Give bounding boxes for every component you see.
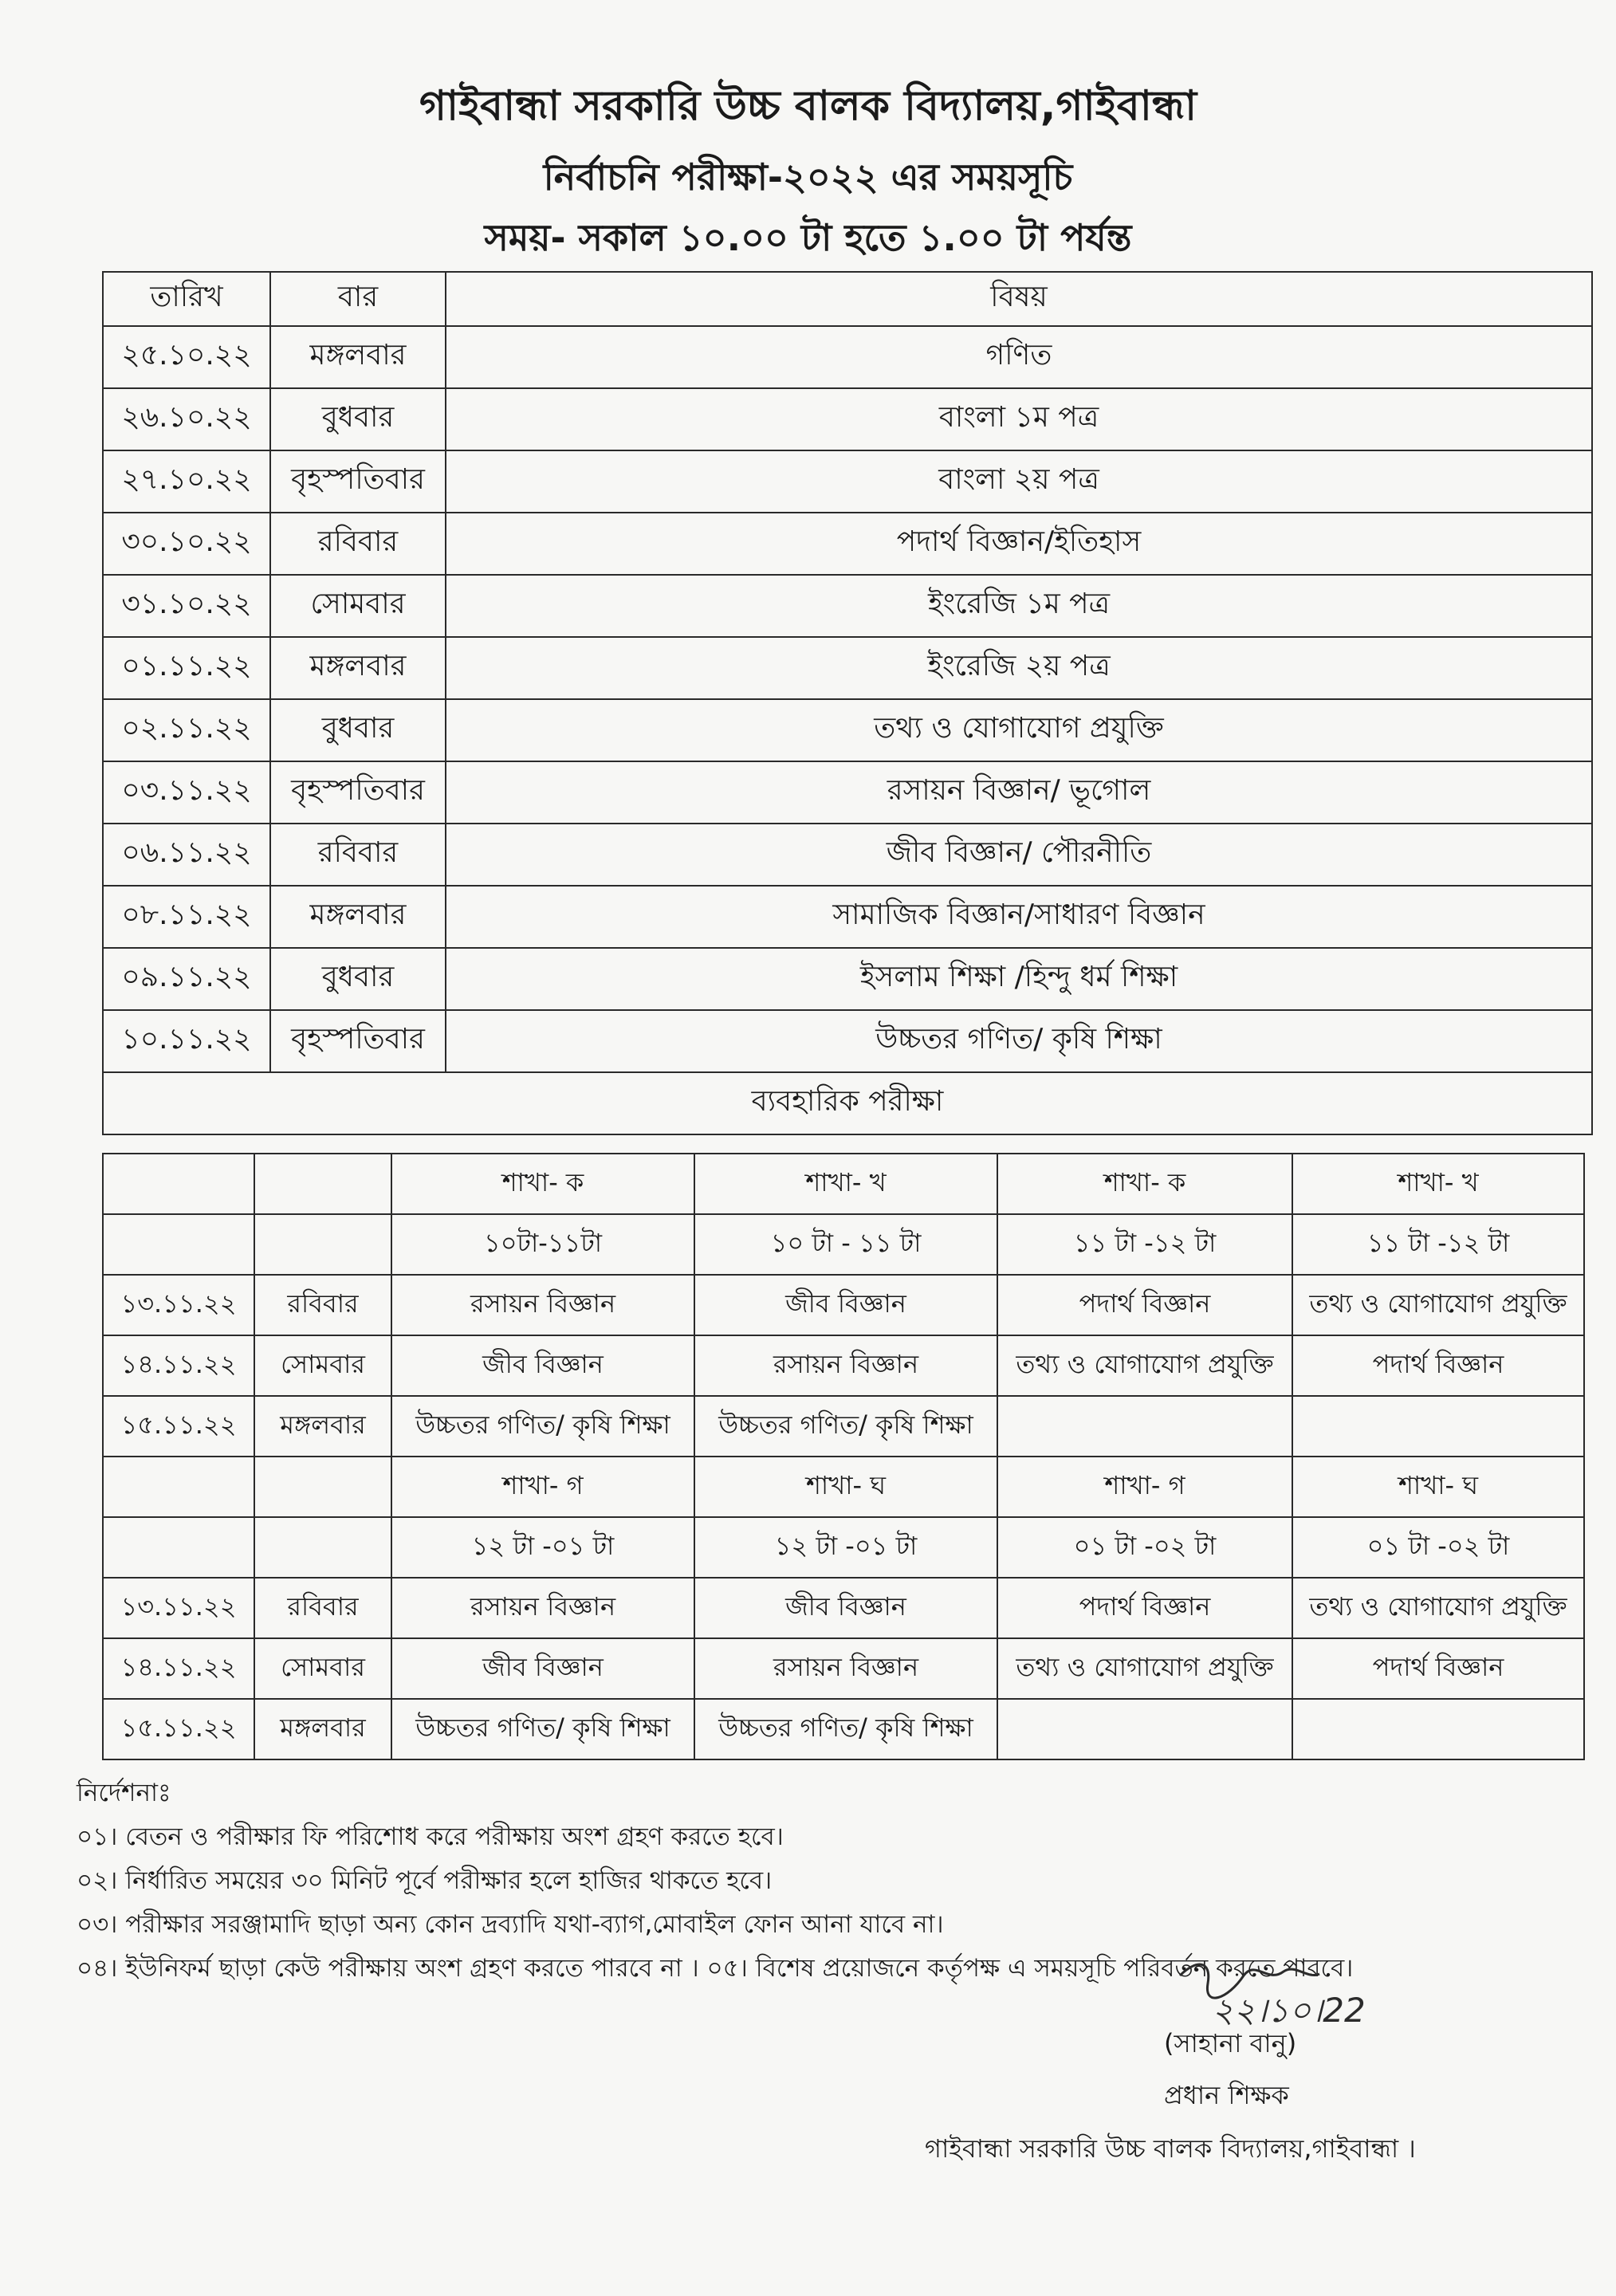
instruction-item: ০২। নির্ধারিত সময়ের ৩০ মিনিট পূর্বে পরীক্ষার হলে হাজির থাকতে হবে। bbox=[77, 1866, 773, 1895]
table-row bbox=[103, 1699, 1584, 1759]
subject-cell: জীব বিজ্ঞান bbox=[694, 1578, 997, 1638]
time-slot: ১১ টা -১২ টা bbox=[1292, 1214, 1584, 1275]
subject-cell: জীব বিজ্ঞান/ পৌরনীতি bbox=[446, 824, 1592, 886]
subject-cell: উচ্চতর গণিত/ কৃষি শিক্ষা bbox=[694, 1699, 997, 1759]
table-row bbox=[103, 1010, 1592, 1072]
column-header-subject: বিষয় bbox=[446, 272, 1592, 326]
signatory-title: প্রধান শিক্ষক bbox=[1164, 2080, 1289, 2110]
date-cell: ১৩.১১.২২ bbox=[103, 1578, 254, 1638]
date-cell: ৩০.১০.২২ bbox=[103, 513, 270, 575]
branch-label: শাখা- খ bbox=[1292, 1154, 1584, 1214]
table-row bbox=[103, 388, 1592, 450]
day-cell: বুধবার bbox=[270, 388, 446, 450]
exam-title: নির্বাচনি পরীক্ষা-২০২২ এর সময়সূচি bbox=[543, 155, 1073, 199]
table-row bbox=[103, 699, 1592, 761]
subject-cell: উচ্চতর গণিত/ কৃষি শিক্ষা bbox=[694, 1396, 997, 1457]
day-cell: রবিবার bbox=[254, 1578, 391, 1638]
table-row bbox=[103, 824, 1592, 886]
table-row bbox=[103, 1638, 1584, 1699]
branch-label: শাখা- খ bbox=[694, 1154, 997, 1214]
date-cell: ১০.১১.২২ bbox=[103, 1010, 270, 1072]
school-title: গাইবান্ধা সরকারি উচ্চ বালক বিদ্যালয়,গাইবান্ধা bbox=[419, 82, 1197, 130]
date-cell: ১৪.১১.২২ bbox=[103, 1335, 254, 1396]
time-slot: ১০টা-১১টা bbox=[391, 1214, 694, 1275]
subject-cell: জীব বিজ্ঞান bbox=[391, 1638, 694, 1699]
day-cell: বৃহস্পতিবার bbox=[270, 450, 446, 513]
exam-schedule-table bbox=[102, 271, 1593, 1135]
time-slot: ১১ টা -১২ টা bbox=[997, 1214, 1292, 1275]
signatory-school: গাইবান্ধা সরকারি উচ্চ বালক বিদ্যালয়,গাইবান্ধা । bbox=[925, 2133, 1416, 2164]
branch-label: শাখা- গ bbox=[391, 1457, 694, 1517]
day-cell: বুধবার bbox=[270, 699, 446, 761]
instruction-item: ০৪। ইউনিফর্ম ছাড়া কেউ পরীক্ষায় অংশ গ্রহণ করতে পারবে না । ০৫। বিশেষ প্রয়োজনে কর্তৃপক্ষ এ সময়সূচি পরিবর্তন করতে পারবে। bbox=[77, 1954, 1354, 1983]
day-cell: সোমবার bbox=[270, 575, 446, 637]
subject-cell: তথ্য ও যোগাযোগ প্রযুক্তি bbox=[1292, 1578, 1584, 1638]
time-header-row bbox=[103, 1214, 1584, 1275]
day-cell: মঙ্গলবার bbox=[254, 1699, 391, 1759]
branch-header-row bbox=[103, 1457, 1584, 1517]
time-header-row bbox=[103, 1517, 1584, 1578]
subject-cell: তথ্য ও যোগাযোগ প্রযুক্তি bbox=[446, 699, 1592, 761]
subject-cell: জীব বিজ্ঞান bbox=[391, 1335, 694, 1396]
column-header-date: তারিখ bbox=[103, 272, 270, 326]
branch-label: শাখা- ক bbox=[997, 1154, 1292, 1214]
subject-cell: বাংলা ১ম পত্র bbox=[446, 388, 1592, 450]
subject-cell: তথ্য ও যোগাযোগ প্রযুক্তি bbox=[997, 1335, 1292, 1396]
day-cell: বৃহস্পতিবার bbox=[270, 761, 446, 824]
date-cell: ০৮.১১.২২ bbox=[103, 886, 270, 948]
table-row bbox=[103, 1578, 1584, 1638]
branch-label: শাখা- ঘ bbox=[1292, 1457, 1584, 1517]
branch-header-row bbox=[103, 1154, 1584, 1214]
date-cell: ১৫.১১.২২ bbox=[103, 1396, 254, 1457]
date-cell: ০১.১১.২২ bbox=[103, 637, 270, 699]
subject-cell: উচ্চতর গণিত/ কৃষি শিক্ষা bbox=[391, 1396, 694, 1457]
subject-cell: গণিত bbox=[446, 326, 1592, 388]
table-row bbox=[103, 450, 1592, 513]
practical-schedule-table bbox=[102, 1153, 1585, 1760]
exam-time: সময়- সকাল ১০.০০ টা হতে ১.০০ টা পর্যন্ত bbox=[484, 216, 1132, 259]
table-row bbox=[103, 637, 1592, 699]
date-cell: ১৩.১১.২২ bbox=[103, 1275, 254, 1335]
date-cell: ৩১.১০.২২ bbox=[103, 575, 270, 637]
time-slot: ১২ টা -০১ টা bbox=[694, 1517, 997, 1578]
branch-label: শাখা- ক bbox=[391, 1154, 694, 1214]
instructions-title: নির্দেশনাঃ bbox=[77, 1779, 171, 1807]
date-cell: ১৪.১১.২২ bbox=[103, 1638, 254, 1699]
subject-cell: ইংরেজি ১ম পত্র bbox=[446, 575, 1592, 637]
table-header-row bbox=[103, 272, 1592, 326]
day-cell: রবিবার bbox=[254, 1275, 391, 1335]
subject-cell: উচ্চতর গণিত/ কৃষি শিক্ষা bbox=[446, 1010, 1592, 1072]
date-cell: ২৭.১০.২২ bbox=[103, 450, 270, 513]
subject-cell: পদার্থ বিজ্ঞান/ইতিহাস bbox=[446, 513, 1592, 575]
table-row bbox=[103, 326, 1592, 388]
day-cell: রবিবার bbox=[270, 824, 446, 886]
date-cell: ১৫.১১.২২ bbox=[103, 1699, 254, 1759]
time-slot: ১০ টা - ১১ টা bbox=[694, 1214, 997, 1275]
handwritten-signature bbox=[1148, 1952, 1467, 2031]
subject-cell: সামাজিক বিজ্ঞান/সাধারণ বিজ্ঞান bbox=[446, 886, 1592, 948]
date-cell: ২৬.১০.২২ bbox=[103, 388, 270, 450]
table-row bbox=[103, 948, 1592, 1010]
subject-cell: পদার্থ বিজ্ঞান bbox=[997, 1275, 1292, 1335]
table-row bbox=[103, 513, 1592, 575]
subject-cell bbox=[1292, 1699, 1584, 1759]
instruction-item: ০১। বেতন ও পরীক্ষার ফি পরিশোধ করে পরীক্ষায় অংশ গ্রহণ করতে হবে। bbox=[77, 1822, 784, 1851]
date-cell: ২৫.১০.২২ bbox=[103, 326, 270, 388]
table-row bbox=[103, 1335, 1584, 1396]
subject-cell: বাংলা ২য় পত্র bbox=[446, 450, 1592, 513]
table-row bbox=[103, 575, 1592, 637]
day-cell: বৃহস্পতিবার bbox=[270, 1010, 446, 1072]
subject-cell: পদার্থ বিজ্ঞান bbox=[1292, 1335, 1584, 1396]
subject-cell: রসায়ন বিজ্ঞান bbox=[391, 1578, 694, 1638]
subject-cell bbox=[997, 1396, 1292, 1457]
subject-cell: জীব বিজ্ঞান bbox=[694, 1275, 997, 1335]
subject-cell: রসায়ন বিজ্ঞান bbox=[391, 1275, 694, 1335]
practical-title: ব্যবহারিক পরীক্ষা bbox=[103, 1072, 1592, 1134]
day-cell: মঙ্গলবার bbox=[270, 637, 446, 699]
subject-cell: রসায়ন বিজ্ঞান/ ভূগোল bbox=[446, 761, 1592, 824]
subject-cell: পদার্থ বিজ্ঞান bbox=[1292, 1638, 1584, 1699]
table-row bbox=[103, 1396, 1584, 1457]
subject-cell bbox=[1292, 1396, 1584, 1457]
column-header-day: বার bbox=[270, 272, 446, 326]
practical-title-row bbox=[103, 1072, 1592, 1134]
subject-cell: তথ্য ও যোগাযোগ প্রযুক্তি bbox=[997, 1638, 1292, 1699]
date-cell: ০৯.১১.২২ bbox=[103, 948, 270, 1010]
signature-date: ২২।১০।22 bbox=[1212, 1991, 1366, 2030]
day-cell: মঙ্গলবার bbox=[254, 1396, 391, 1457]
date-cell: ০২.১১.২২ bbox=[103, 699, 270, 761]
date-cell: ০৩.১১.২২ bbox=[103, 761, 270, 824]
day-cell: সোমবার bbox=[254, 1335, 391, 1396]
subject-cell bbox=[997, 1699, 1292, 1759]
branch-label: শাখা- গ bbox=[997, 1457, 1292, 1517]
day-cell: মঙ্গলবার bbox=[270, 886, 446, 948]
time-slot: ১২ টা -০১ টা bbox=[391, 1517, 694, 1578]
subject-cell: উচ্চতর গণিত/ কৃষি শিক্ষা bbox=[391, 1699, 694, 1759]
table-row bbox=[103, 761, 1592, 824]
table-row bbox=[103, 886, 1592, 948]
signatory-name: (সাহানা বানু) bbox=[1164, 2028, 1297, 2058]
subject-cell: ইংরেজি ২য় পত্র bbox=[446, 637, 1592, 699]
day-cell: বুধবার bbox=[270, 948, 446, 1010]
instruction-item: ০৩। পরীক্ষার সরঞ্জামাদি ছাড়া অন্য কোন দ্রব্যাদি যথা-ব্যাগ,মোবাইল ফোন আনা যাবে না। bbox=[77, 1910, 944, 1939]
day-cell: রবিবার bbox=[270, 513, 446, 575]
subject-cell: ইসলাম শিক্ষা /হিন্দু ধর্ম শিক্ষা bbox=[446, 948, 1592, 1010]
subject-cell: পদার্থ বিজ্ঞান bbox=[997, 1578, 1292, 1638]
subject-cell: তথ্য ও যোগাযোগ প্রযুক্তি bbox=[1292, 1275, 1584, 1335]
table-row bbox=[103, 1275, 1584, 1335]
day-cell: সোমবার bbox=[254, 1638, 391, 1699]
subject-cell: রসায়ন বিজ্ঞান bbox=[694, 1638, 997, 1699]
date-cell: ০৬.১১.২২ bbox=[103, 824, 270, 886]
subject-cell: রসায়ন বিজ্ঞান bbox=[694, 1335, 997, 1396]
time-slot: ০১ টা -০২ টা bbox=[1292, 1517, 1584, 1578]
day-cell: মঙ্গলবার bbox=[270, 326, 446, 388]
branch-label: শাখা- ঘ bbox=[694, 1457, 997, 1517]
time-slot: ০১ টা -০২ টা bbox=[997, 1517, 1292, 1578]
